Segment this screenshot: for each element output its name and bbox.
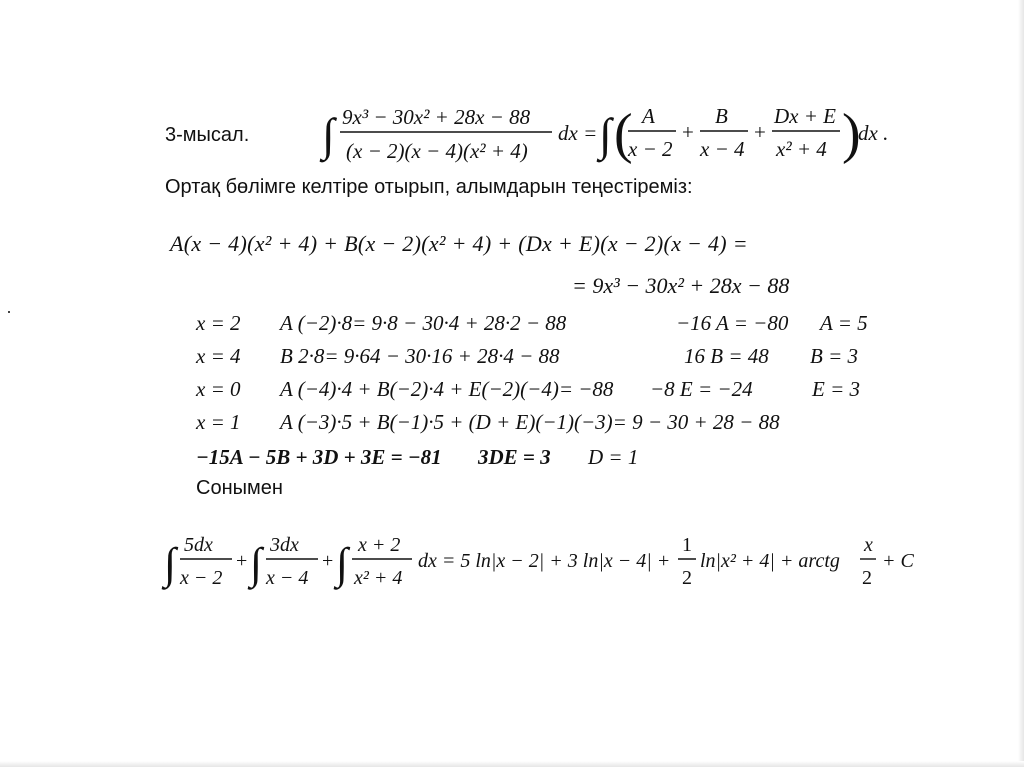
frac-a-den: x − 2 [628,137,673,161]
row-1-res: A = 5 [820,311,868,335]
slide-shadow-bottom [0,761,1024,767]
row-4-expr: A (−3)·5 + B(−1)·5 + (D + E)(−1)(−3)= 9 − 30 + 28 − 88 [280,410,780,434]
lhs-denominator: (x − 2)(x − 4)(x² + 4) [346,139,528,163]
row-1-expr: A (−2)·8= 9·8 − 30·4 + 28·2 − 88 [280,311,567,335]
conclusion-label: Сонымен [196,477,283,499]
row-3-expr: A (−4)·4 + B(−2)·4 + E(−2)(−4)= −88 [280,377,614,401]
row-4-x: x = 1 [196,410,241,434]
ln-tail: ln|x² + 4| + arctg [700,550,840,572]
final-integral-1-icon: ∫ [164,539,177,588]
rhs-dx: dx . [858,121,889,145]
final-plus-2: + [322,550,334,572]
row-3-eq: −8 E = −24 [650,377,753,401]
row-2-expr: B 2·8= 9·64 − 30·16 + 28·4 − 88 [280,344,560,368]
constant-c: + C [882,550,914,572]
plus-2: + [754,120,766,144]
identity-line-2: = 9x³ − 30x² + 28x − 88 [572,273,790,298]
lhs-dx: dx = [558,121,598,145]
t1-den: x − 2 [180,567,223,589]
half-den: 2 [682,567,692,589]
t3-result: dx = 5 ln|x − 2| + 3 ln|x − 4| + [418,550,671,572]
t3-den: x² + 4 [354,567,403,589]
rhs-integral-sign-icon: ∫ [599,109,612,160]
row-2-eq: 16 B = 48 [684,344,769,368]
rhs-open-paren-icon: ( [614,103,633,165]
rhs-close-paren-icon: ) [842,103,861,165]
instruction-text: Ортақ бөлімге келтіре отырып, алымдарын теңестіреміз: [165,176,693,198]
row-2-x: x = 4 [196,344,241,368]
bullet-dot [8,311,10,313]
half-num: 1 [682,534,692,556]
system-expr: −15A − 5B + 3D + 3E = −81 [196,445,442,469]
final-integral-3-icon: ∫ [336,539,349,588]
identity-line-1: A(x − 4)(x² + 4) + B(x − 2)(x² + 4) + (Dx + E)(x − 2)(x − 4) = [170,231,748,256]
example-label: 3-мысал. [165,124,250,146]
arg-num: x [864,534,873,556]
final-result-equation [160,526,930,602]
integral-sign-icon: ∫ [322,109,335,160]
row-2-res: B = 3 [810,344,858,368]
frac-b-num: B [715,104,728,128]
frac-b-den: x − 4 [700,137,745,161]
frac-c-den: x² + 4 [776,137,827,161]
frac-a-num: A [642,104,655,128]
final-integral-2-icon: ∫ [250,539,263,588]
t2-den: x − 4 [266,567,309,589]
lhs-numerator: 9x³ − 30x² + 28x − 88 [342,105,531,129]
frac-c-num: Dx + E [774,104,836,128]
plus-1: + [682,120,694,144]
slide-shadow-right [1018,0,1024,767]
system-eq: 3DE = 3 [478,445,551,469]
final-plus-1: + [236,550,248,572]
row-1-eq: −16 A = −80 [676,311,789,335]
row-1-x: x = 2 [196,311,241,335]
example-equation [150,98,910,170]
row-3-x: x = 0 [196,377,241,401]
system-res: D = 1 [588,445,639,469]
t3-num: x + 2 [358,534,401,556]
t1-num: 5dx [184,534,213,556]
t2-num: 3dx [270,534,299,556]
arg-den: 2 [862,567,872,589]
row-3-res: E = 3 [812,377,860,401]
